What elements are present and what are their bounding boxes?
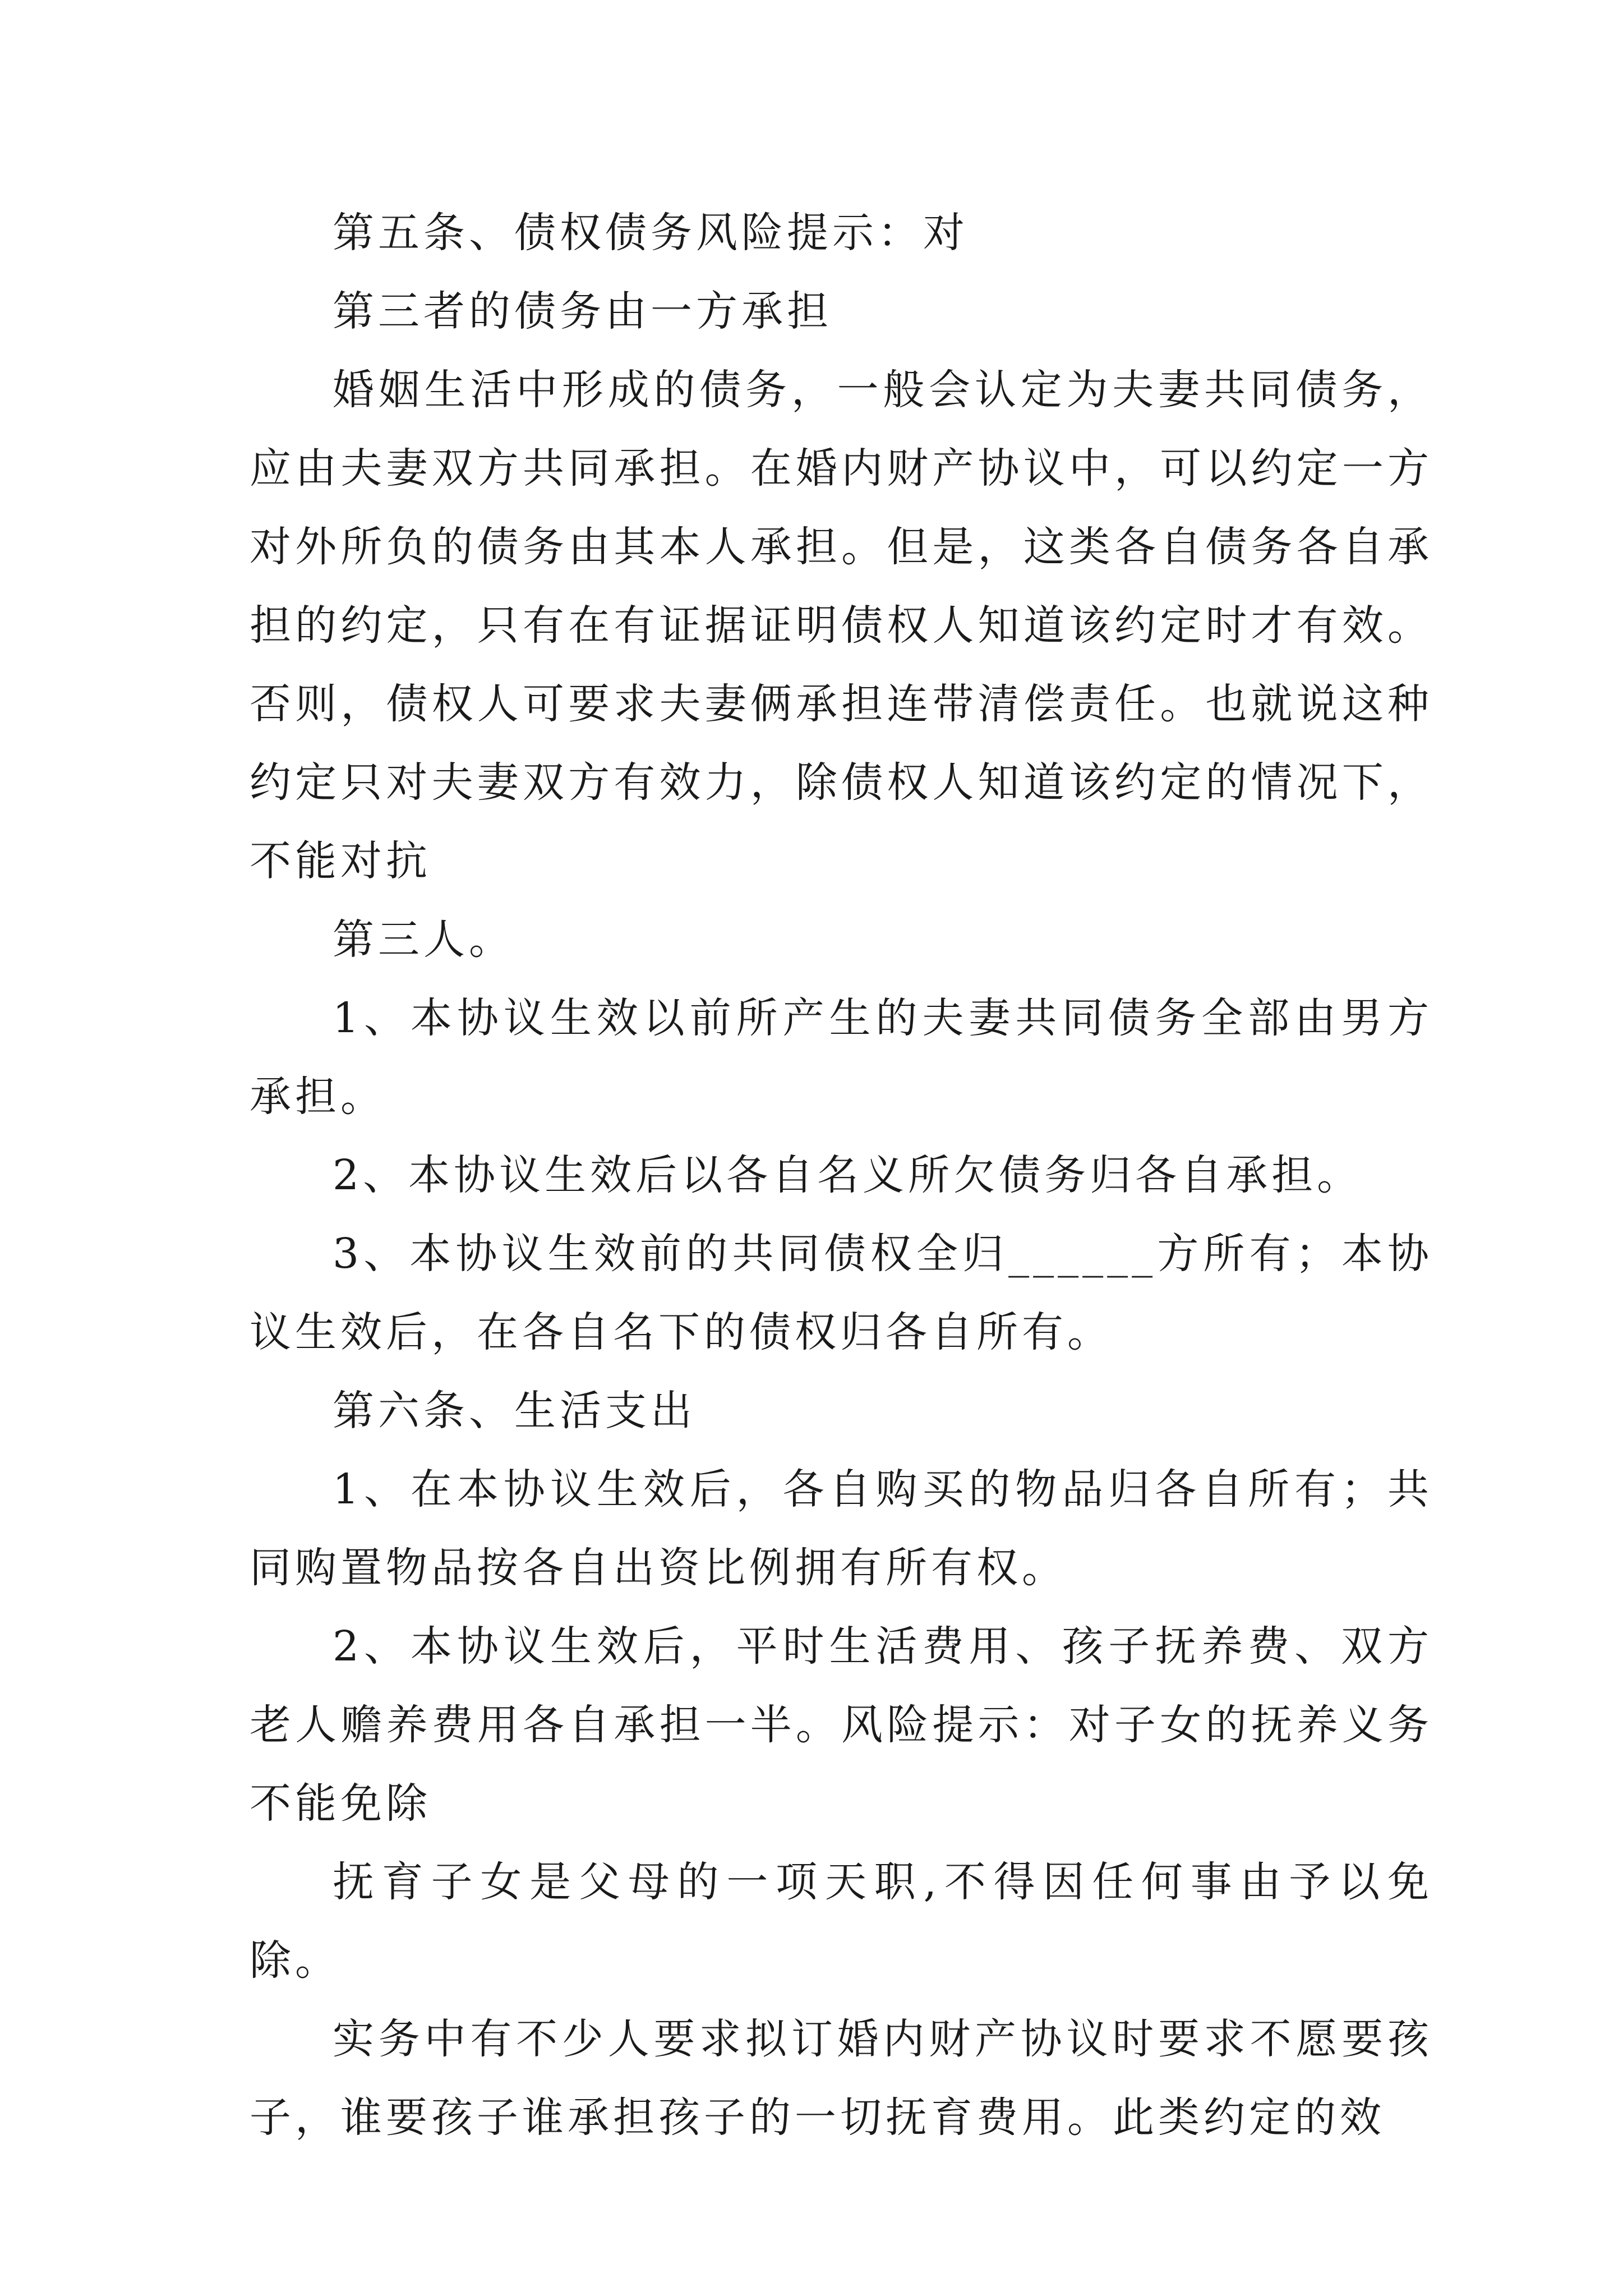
debt-clause-1: 1、本协议生效以前所产生的夫妻共同债务全部由男方承担。 xyxy=(250,994,1433,1121)
document-body xyxy=(250,194,1433,2157)
debt-clause-3: 3、本协议生效前的共同债权全归______方所有；本协议生效后，在各自名下的债权归各自所有。 xyxy=(250,1230,1433,1356)
debt-clause-2: 2、本协议生效后以各自名义所欠债务归各自承担。 xyxy=(333,1151,1363,1199)
section-five-subheading: 第三者的债务由一方承担 xyxy=(333,287,832,335)
third-party-line: 第三人。 xyxy=(333,915,514,964)
living-clause-2: 2、本协议生效后，平时生活费用、孩子抚养费、双方老人赡养费用各自承担一半。风险提示：对子女的抚养义务不能免除 xyxy=(250,1622,1433,1828)
living-clause-1: 1、在本协议生效后，各自购买的物品归各自所有；共同购置物品按各自出资比例拥有所有权。 xyxy=(250,1465,1433,1592)
practice-note-paragraph: 实务中有不少人要求拟订婚内财产协议时要求不愿要孩子，谁要孩子谁承担孩子的一切抚育费用。此类约定的效 xyxy=(250,2015,1433,2142)
section-five-heading: 第五条、债权债务风险提示：对 xyxy=(333,209,969,257)
child-rearing-paragraph: 抚育子女是父母的一项天职,不得因任何事由予以免除。 xyxy=(250,1858,1433,1985)
section-six-heading: 第六条、生活支出 xyxy=(333,1387,696,1435)
debt-explanation-paragraph: 婚姻生活中形成的债务，一般会认定为夫妻共同债务，应由夫妻双方共同承担。在婚内财产协议中，可以约定一方对外所负的债务由其本人承担。但是，这类各自债务各自承担的约定，只有在有证据证明债权人知道该约定时才有效。否则，债权人可要求夫妻俩承担连带清偿责任。也就说这种约定只对夫妻双方有效力，除债权人知道该约定的情况下，不能对抗 xyxy=(250,366,1433,885)
